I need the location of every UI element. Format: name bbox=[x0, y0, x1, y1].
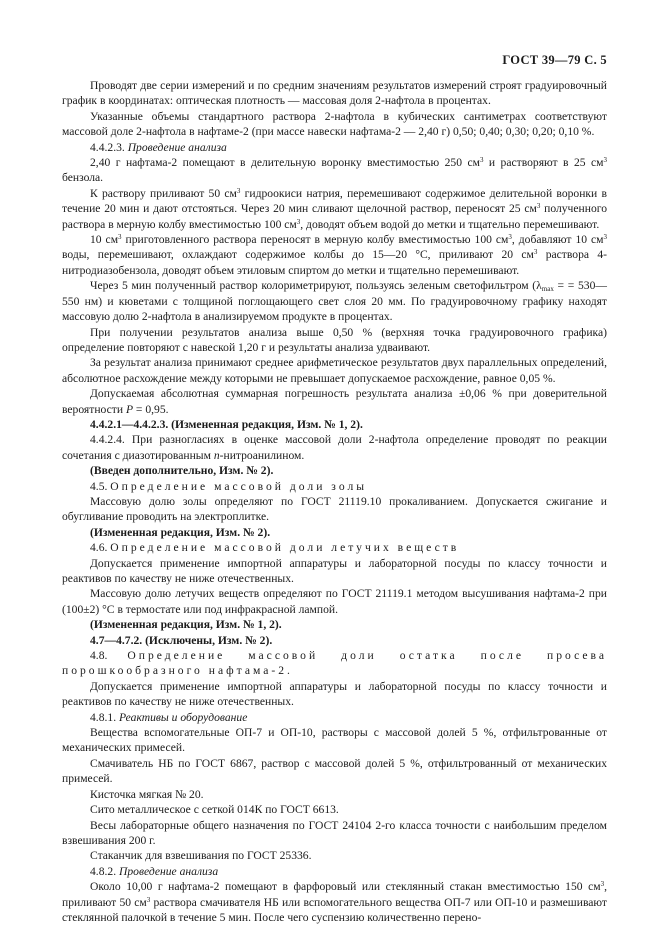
section-number: 4.8.1. bbox=[90, 710, 117, 724]
superscript: 3 bbox=[508, 233, 512, 242]
text: Допускаемая абсолютная суммарная погрешность результата анализа ±0,06 % при доверительной вероятности bbox=[62, 387, 607, 416]
section-number: 4.8. bbox=[90, 649, 108, 663]
document-body bbox=[62, 78, 607, 925]
section-heading bbox=[62, 648, 607, 679]
superscript: 3 bbox=[479, 156, 484, 165]
paragraph: Допускается применение импортной аппаратуры и лабораторной посуды по классу точности и реактивов по качеству не ниже отечественных. bbox=[62, 679, 607, 709]
paragraph: Проводят две серии измерений и по средним значениям результатов измерений строят градуировочный график в координатах: оптическая плотность — массовая доля 2-нафтола в процентах. bbox=[62, 79, 607, 108]
text: , доводят объем водой до метки и тщательно перемешивают. bbox=[300, 217, 600, 231]
superscript: 3 bbox=[296, 217, 301, 226]
section-heading bbox=[62, 710, 607, 725]
amendment-note: (Измененная редакция, Изм. № 2). bbox=[90, 525, 271, 539]
text: раствора смачивателя НБ или вспомогательного вещества ОП-7 или ОП-10 и размешивают стеклянной палочкой в течение 5 мин. После чего суспензию количественно перено- bbox=[62, 895, 607, 924]
text: воды, перемешивают, охлаждают содержимое колбы до 15—20 °С, приливают 20 см bbox=[62, 248, 534, 262]
text: 2,40 г нафтама-2 помещают в делительную воронку вместимостью 250 см bbox=[90, 156, 480, 170]
section-title: Реактивы и оборудование bbox=[119, 710, 248, 724]
paragraph bbox=[62, 879, 607, 925]
superscript: 3 bbox=[533, 248, 538, 257]
section-title: Определение массовой доли остатка после просева порошкообразного нафтама-2. bbox=[62, 649, 607, 678]
text: раствора 4-нитродиазобензола, доводят объем этиловым спиртом до метки и тщательно перемешивают. bbox=[62, 248, 607, 277]
subscript: max bbox=[541, 285, 554, 294]
paragraph: Кисточка мягкая № 20. bbox=[90, 787, 204, 801]
section-title: Определение массовой доли летучих веществ bbox=[110, 541, 460, 555]
amendment-note: (Измененная редакция, Изм. № 1, 2). bbox=[90, 618, 282, 632]
text: Через 5 мин полученный раствор колориметрируют, пользуясь зеленым светофильтром (λ bbox=[90, 279, 542, 293]
text: , добавляют 10 см bbox=[511, 233, 604, 247]
variable: P bbox=[125, 402, 134, 416]
paragraph: Допускается применение импортной аппаратуры и лабораторной посуды по классу точности и реактивов по качеству не ниже отечественных. bbox=[62, 556, 607, 585]
section-title: Проведение анализа bbox=[119, 864, 219, 878]
superscript: 3 bbox=[603, 156, 607, 165]
paragraph: Смачиватель НБ по ГОСТ 6867, раствор с массовой долей 5 %, отфильтрованный от механических примесей. bbox=[62, 756, 607, 786]
text: приготовленного раствора переносят в мерную колбу вместимостью 100 см bbox=[121, 233, 509, 247]
text: = = 530—550 нм) и кюветами с толщиной поглощающего свет слоя 20 мм. По градуировочному графику находят массовую долю 2-нафтола в анализируемом продукте в процентах. bbox=[62, 279, 607, 324]
paragraph bbox=[62, 155, 607, 186]
text: полученного раствора в мерную колбу вместимостью 100 см bbox=[62, 202, 608, 231]
section-heading bbox=[62, 140, 607, 155]
section-heading bbox=[62, 864, 607, 879]
paragraph: Весы лабораторные общего назначения по ГОСТ 24104 2-го класса точности с наибольшим пределом взвешивания 200 г. bbox=[62, 818, 607, 847]
text: Около 10,00 г нафтама-2 помещают в фарфоровый или стеклянный стакан вместимостью 150 см bbox=[90, 880, 601, 894]
section-heading bbox=[62, 540, 607, 555]
section-title: Проведение анализа bbox=[127, 140, 227, 154]
section-number: 4.4.2.3. bbox=[90, 140, 125, 154]
superscript: 3 bbox=[236, 186, 241, 195]
amendment-note: (Введен дополнительно, Изм. № 2). bbox=[90, 464, 274, 478]
paragraph bbox=[62, 432, 607, 463]
paragraph: Стаканчик для взвешивания по ГОСТ 25336. bbox=[90, 849, 312, 863]
paragraph: Вещества вспомогательные ОП-7 и ОП-10, растворы с массовой долей 5 %, отфильтрованные от механических примесей. bbox=[62, 726, 607, 755]
text: = 0,95. bbox=[133, 402, 169, 416]
superscript: 3 bbox=[118, 233, 122, 242]
variable: n bbox=[213, 448, 220, 462]
text: и растворяют в 25 см bbox=[483, 156, 604, 170]
amendment-note: 4.4.2.1—4.4.2.3. (Измененная редакция, Изм. № 1, 2). bbox=[90, 417, 363, 431]
amendment-note: 4.7—4.7.2. (Исключены, Изм. № 2). bbox=[90, 633, 273, 647]
section-number: 4.6. bbox=[90, 541, 108, 555]
paragraph bbox=[62, 232, 607, 278]
paragraph: Сито металлическое с сеткой 014К по ГОСТ 6613. bbox=[90, 803, 339, 817]
superscript: 3 bbox=[600, 880, 605, 889]
text: 4.4.2.4. При разногласиях в оценке массовой доли 2-нафтола определение проводят по реакции сочетания с диазотированным bbox=[62, 433, 607, 462]
section-heading bbox=[62, 479, 607, 494]
superscript: 3 bbox=[146, 895, 151, 904]
superscript: 3 bbox=[536, 202, 541, 211]
text: К раствору приливают 50 см bbox=[90, 186, 237, 200]
text: 10 см bbox=[90, 233, 119, 247]
section-number: 4.5. bbox=[90, 479, 108, 493]
paragraph: Массовую долю летучих веществ определяют по ГОСТ 21119.1 методом высушивания нафтама-2 при (100±2) °С в термостате или под инфракрасной лампой. bbox=[62, 587, 607, 616]
paragraph bbox=[62, 186, 607, 232]
text: гидроокиси натрия, перемешивают содержимое делительной воронки в течение 20 мин и дают отстояться. Через 20 мин сливают щелочной раствор, переносят 25 см bbox=[62, 186, 607, 216]
paragraph: Указанные объемы стандартного раствора 2-нафтола в кубических сантиметрах соответствуют массовой доле 2-нафтола в нафтаме-2 (при массе навески нафтама-2 — 2,40 г) 0,50; 0,40; 0,30; 0,20; 0,10 %. bbox=[62, 109, 607, 139]
text: , приливают 50 см bbox=[62, 880, 607, 909]
text: бензола. bbox=[62, 171, 104, 185]
paragraph bbox=[62, 386, 607, 417]
section-title: Определение массовой доли золы bbox=[110, 479, 368, 493]
paragraph bbox=[62, 278, 607, 324]
paragraph: При получении результатов анализа выше 0,50 % (верхняя точка градуировочного графика) определение повторяют с навеской 1,20 г и результаты анализа удваивают. bbox=[62, 325, 607, 354]
text: -нитроанилином. bbox=[219, 448, 305, 462]
superscript: 3 bbox=[603, 233, 607, 242]
paragraph: За результат анализа принимают среднее арифметическое результатов двух параллельных определений, абсолютное расхождение между которыми не превышает допускаемое расхождение, равное 0,05 %. bbox=[62, 356, 607, 385]
page-header: ГОСТ 39—79 С. 5 bbox=[502, 53, 607, 67]
paragraph: Массовую долю золы определяют по ГОСТ 21119.10 прокаливанием. Допускается сжигание и обугливание проводить на электроплитке. bbox=[62, 494, 607, 524]
section-number: 4.8.2. bbox=[90, 864, 117, 878]
